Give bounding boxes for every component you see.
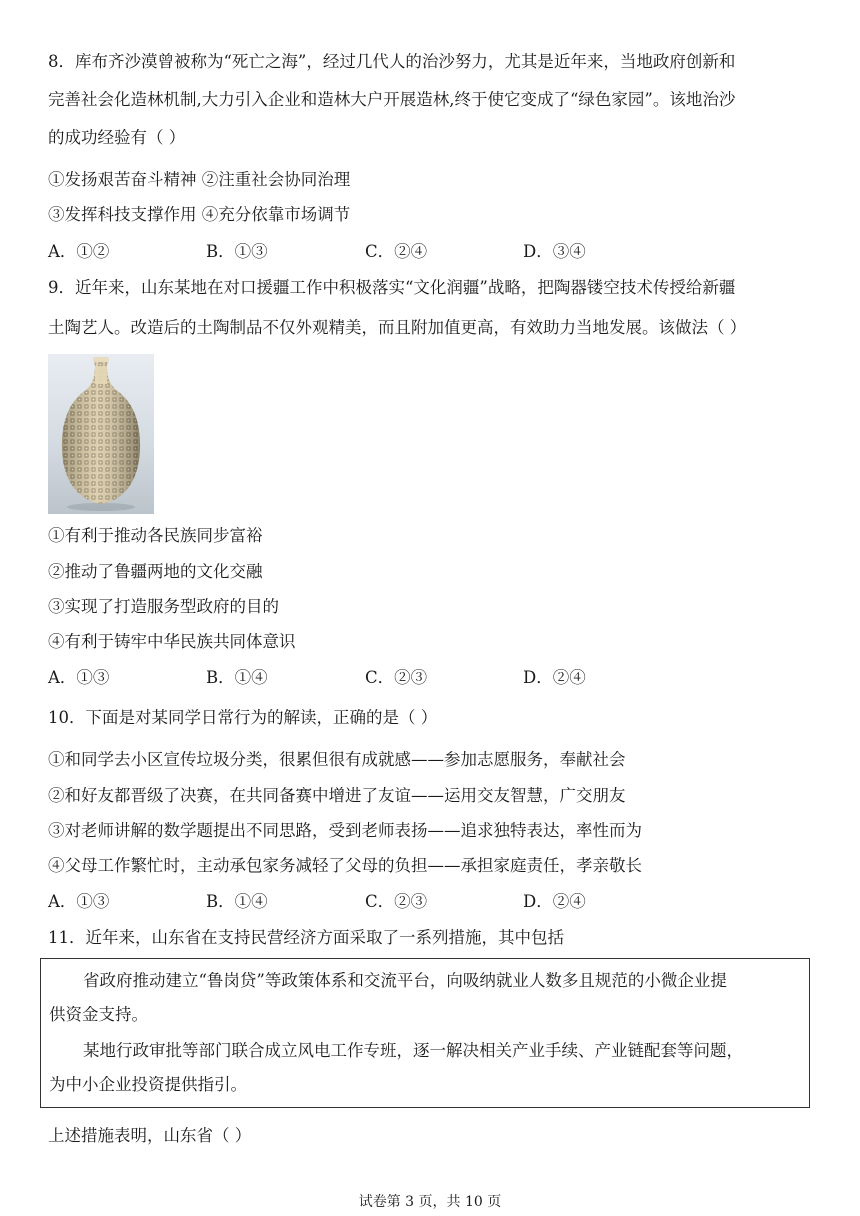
q9-statement-2: ②推动了鲁疆两地的文化交融 bbox=[48, 562, 263, 581]
q8-stem-line2: 完善社会化造林机制,大力引入企业和造林大户开展造林,终于使它变成了“绿色家园”。该地治沙 bbox=[48, 90, 736, 109]
q8-option-b: B．①③ bbox=[206, 242, 268, 261]
q9-option-d: D．②④ bbox=[523, 668, 586, 687]
q10-statement-1: ①和同学去小区宣传垃圾分类，很累但很有成就感——参加志愿服务，奉献社会 bbox=[48, 750, 626, 769]
q8-stem-line3: 的成功经验有（ ） bbox=[48, 128, 186, 147]
q11-material-p2-line2: 为中小企业投资提供指引。 bbox=[49, 1075, 247, 1094]
q9-statement-3: ③实现了打造服务型政府的目的 bbox=[48, 597, 279, 616]
q10-statement-2: ②和好友都晋级了决赛，在共同备赛中增进了友谊——运用交友智慧，广交朋友 bbox=[48, 786, 626, 805]
q10-statement-3: ③对老师讲解的数学题提出不同思路，受到老师表扬——追求独特表达，率性而为 bbox=[48, 821, 642, 840]
vase-image bbox=[48, 354, 154, 514]
q9-statement-1: ①有利于推动各民族同步富裕 bbox=[48, 526, 263, 545]
q10-option-b: B．①④ bbox=[206, 892, 268, 911]
q10-statement-4: ④父母工作繁忙时，主动承包家务减轻了父母的负担——承担家庭责任，孝亲敬长 bbox=[48, 856, 642, 875]
q8-statements-1: ①发扬艰苦奋斗精神 ②注重社会协同治理 bbox=[48, 170, 351, 189]
q8-stem-line1: 8．库布齐沙漠曾被称为“死亡之海”，经过几代人的治沙努力，尤其是近年来，当地政府创新和 bbox=[48, 52, 736, 71]
q8-statements-2: ③发挥科技支撑作用 ④充分依靠市场调节 bbox=[48, 205, 351, 224]
q10-option-a: A．①③ bbox=[48, 892, 110, 911]
q9-option-a: A．①③ bbox=[48, 668, 110, 687]
page-footer: 试卷第 3 页，共 10 页 bbox=[358, 1194, 502, 1210]
q10-option-c: C．②③ bbox=[365, 892, 428, 911]
q11-material-p1-line2: 供资金支持。 bbox=[49, 1005, 148, 1024]
q10-option-d: D．②④ bbox=[523, 892, 586, 911]
q9-option-b: B．①④ bbox=[206, 668, 268, 687]
q8-option-c: C．②④ bbox=[365, 242, 428, 261]
q11-material-p2-line1: 某地行政审批等部门联合成立风电工作专班，逐一解决相关产业手续、产业链配套等问题， bbox=[83, 1041, 743, 1060]
q11-followup: 上述措施表明，山东省（ ） bbox=[48, 1126, 252, 1145]
q9-stem-line2: 土陶艺人。改造后的土陶制品不仅外观精美，而且附加值更高，有效助力当地发展。该做法（ ） bbox=[48, 318, 747, 337]
q11-material-box bbox=[40, 958, 810, 1108]
q11-material-p1-line1: 省政府推动建立“鲁岗贷”等政策体系和交流平台，向吸纳就业人数多且规范的小微企业提 bbox=[83, 971, 727, 990]
openwork-vase-photo bbox=[48, 354, 154, 514]
q9-stem-line1: 9．近年来，山东某地在对口援疆工作中积极落实“文化润疆”战略，把陶器镂空技术传授给新疆 bbox=[48, 278, 736, 297]
q8-option-a: A．①② bbox=[48, 242, 110, 261]
q10-stem: 10．下面是对某同学日常行为的解读，正确的是（ ） bbox=[48, 708, 438, 727]
q9-option-c: C．②③ bbox=[365, 668, 428, 687]
q8-option-d: D．③④ bbox=[523, 242, 586, 261]
q11-stem: 11．近年来，山东省在支持民营经济方面采取了一系列措施，其中包括 bbox=[48, 928, 564, 947]
q9-statement-4: ④有利于铸牢中华民族共同体意识 bbox=[48, 632, 296, 651]
